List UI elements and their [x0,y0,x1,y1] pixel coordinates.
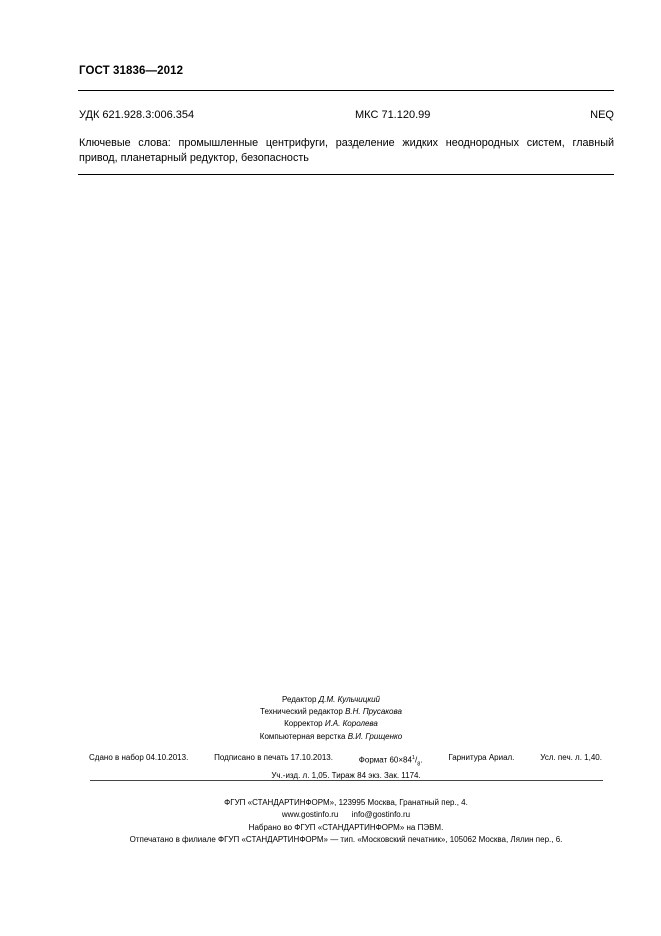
mks-code: МКС 71.120.99 [355,109,431,121]
credit-role: Редактор [281,695,317,704]
credit-editor [200,694,462,706]
print-info-block [78,752,614,783]
udk-code: УДК 621.928.3:006.354 [79,109,195,121]
neq-marker: NEQ [590,109,614,121]
print-info-line-2: Уч.-изд. л. 1,05. Тираж 84 экз. Зак. 1174. [271,771,421,781]
credit-tech-editor [200,706,462,718]
publisher-contacts [78,809,614,821]
credits-block [200,694,462,743]
publisher-website: www.gostinfo.ru [281,810,339,820]
signed-date: Подписано в печать 17.10.2013. [214,753,333,762]
print-sheets: Усл. печ. л. 1,40. [540,753,602,762]
keywords-paragraph: Ключевые слова: промышленные центрифуги, разделение жидких неоднородных систем, главный привод, планетарный редуктор, безопасность [79,137,614,164]
credit-proofreader [200,718,462,730]
submitted-date: Сдано в набор 04.10.2013. [89,753,189,762]
publisher-address: ФГУП «СТАНДАРТИНФОРМ», 123995 Москва, Гранатный пер., 4. [224,798,468,807]
credit-role: Корректор [284,719,323,729]
printed-note: Отпечатано в филиале ФГУП «СТАНДАРТИНФОРМ» — тип. «Московский печатник», 105062 Москва, Лялин пер., 6. [129,834,563,844]
publisher-block [78,797,614,846]
publisher-email: info@gostinfo.ru [351,810,411,820]
typeset-note: Набрано во ФГУП «СТАНДАРТИНФОРМ» на ПЭВМ. [248,822,444,832]
typeface: Гарнитура Ариал. [448,753,515,762]
print-info-line-1 [78,752,614,770]
credit-name: И.А. Королева [324,719,378,729]
credit-name: В.И. Грищенко [347,731,403,741]
print-rule [90,780,603,781]
paper-format: Формат $60\times 84^1/_8$. [358,755,423,768]
credit-name: Д.М. Кульчицкий [318,695,381,704]
credit-name: В.Н. Прусакова [345,707,402,717]
header-rule [78,90,614,91]
classification-row [79,109,614,123]
credit-role: Технический редактор [260,707,343,717]
keywords-rule [78,174,614,175]
credit-layout [200,731,462,743]
credit-role: Компьютерная верстка [259,731,346,741]
standard-number: ГОСТ 31836—2012 [79,65,184,77]
